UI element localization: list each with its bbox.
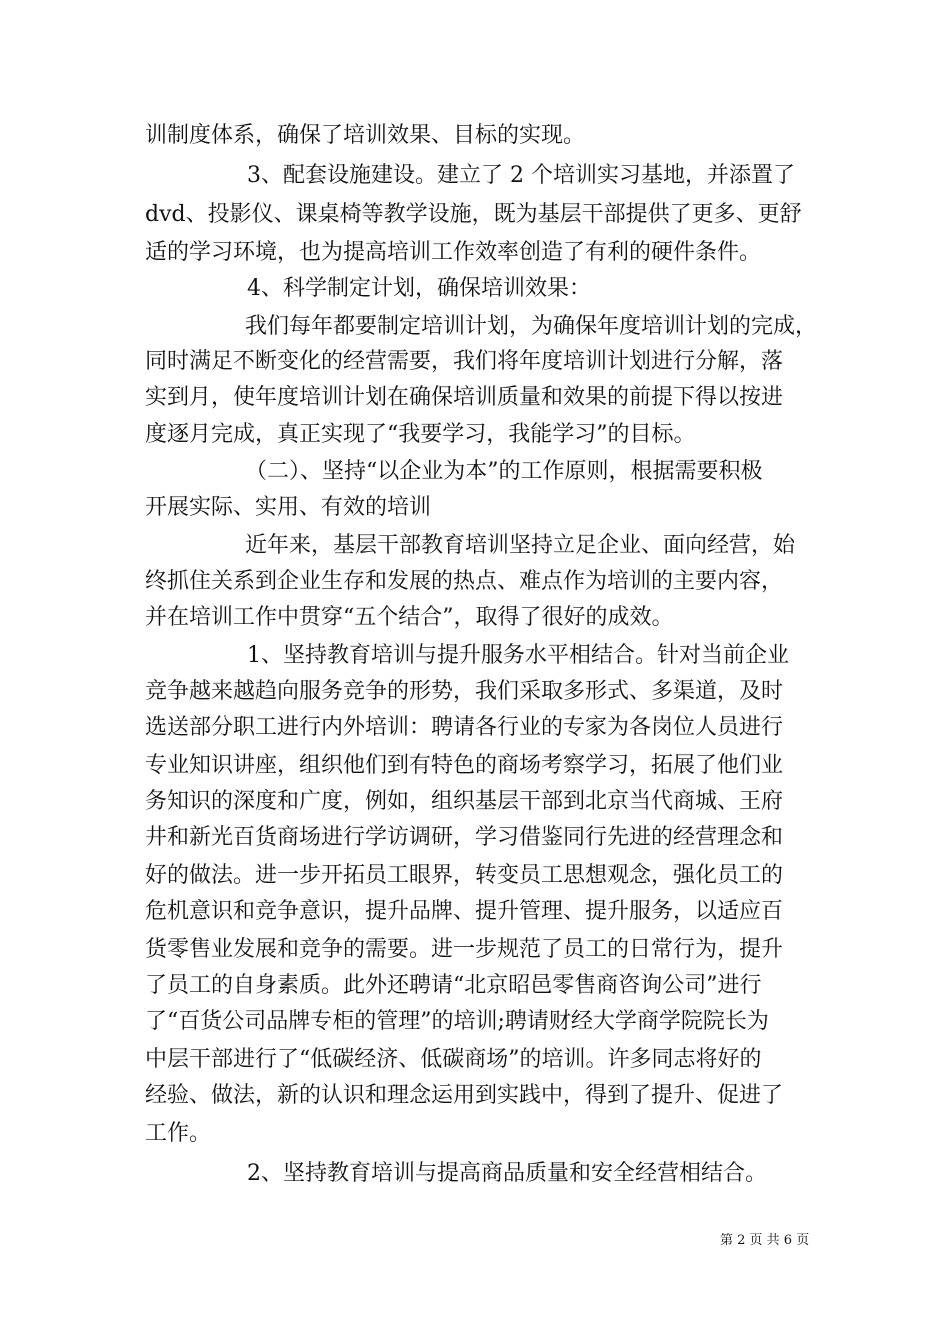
text-line: dvd、投影仪、课桌椅等教学设施，既为基层干部提供了更多、更舒 bbox=[145, 202, 802, 227]
text-line: 专业知识讲座，组织他们到有特色的商场考察学习，拓展了他们业 bbox=[145, 753, 784, 778]
text-line: 好的做法。进一步开拓员工眼界，转变员工思想观念，强化员工的 bbox=[145, 863, 784, 888]
text-line: 选送部分职工进行内外培训：聘请各行业的专家为各岗位人员进行 bbox=[145, 715, 784, 740]
text-line: 并在培训工作中贯穿“五个结合”，取得了很好的成效。 bbox=[145, 605, 674, 630]
text-line: 适的学习环境，也为提高培训工作效率创造了有利的硬件条件。 bbox=[145, 240, 762, 265]
text-line: 了员工的自身素质。此外还聘请“北京昭邑零售商咨询公司”进行 bbox=[145, 973, 762, 998]
text-line: 工作。 bbox=[145, 1121, 212, 1146]
page-number-footer: 第 2 页 共 6 页 bbox=[720, 1233, 810, 1248]
text-line: 同时满足不断变化的经营需要，我们将年度培训计划进行分解，落 bbox=[145, 349, 784, 374]
text-line: 3、配套设施建设。建立了 2 个培训实习基地，并添置了 bbox=[247, 163, 795, 188]
text-line: 训制度体系，确保了培训效果、目标的实现。 bbox=[145, 123, 586, 148]
text-line: 了“百货公司品牌专柜的管理”的培训;聘请财经大学商学院院长为 bbox=[145, 1009, 769, 1034]
text-line: 中层干部进行了“低碳经济、低碳商场”的培训。许多同志将好的 bbox=[145, 1047, 762, 1072]
text-line: 实到月，使年度培训计划在确保培训质量和效果的前提下得以按进 bbox=[145, 385, 784, 410]
text-line: 货零售业发展和竞争的需要。进一步规范了员工的日常行为，提升 bbox=[145, 937, 784, 962]
section-heading: （二）、坚持“以企业为本”的工作原则，根据需要积极 bbox=[245, 459, 763, 484]
text-line: 2、坚持教育培训与提高商品质量和安全经营相结合。 bbox=[247, 1161, 767, 1186]
text-line: 竞争越来越趋向服务竞争的形势，我们采取多形式、多渠道，及时 bbox=[145, 679, 784, 704]
text-line: 务知识的深度和广度，例如，组织基层干部到北京当代商城、王府 bbox=[145, 789, 784, 814]
text-line: 1、坚持教育培训与提升服务水平相结合。针对当前企业 bbox=[247, 643, 789, 668]
text-line: 近年来，基层干部教育培训坚持立足企业、面向经营，始 bbox=[245, 533, 796, 558]
text-line: 度逐月完成，真正实现了“我要学习，我能学习”的目标。 bbox=[145, 422, 696, 447]
text-line: 终抓住关系到企业生存和发展的热点、难点作为培训的主要内容， bbox=[145, 569, 784, 594]
text-line: 井和新光百货商场进行学访调研，学习借鉴同行先进的经营理念和 bbox=[145, 825, 784, 850]
text-line: 4、科学制定计划，确保培训效果： bbox=[247, 276, 591, 301]
text-line: 我们每年都要制定培训计划，为确保年度培训计划的完成， bbox=[245, 314, 818, 339]
section-heading: 开展实际、实用、有效的培训 bbox=[145, 495, 432, 520]
text-line: 危机意识和竞争意识，提升品牌、提升管理、提升服务，以适应百 bbox=[145, 899, 784, 924]
text-line: 经验、做法，新的认识和理念运用到实践中，得到了提升、促进了 bbox=[145, 1083, 784, 1108]
